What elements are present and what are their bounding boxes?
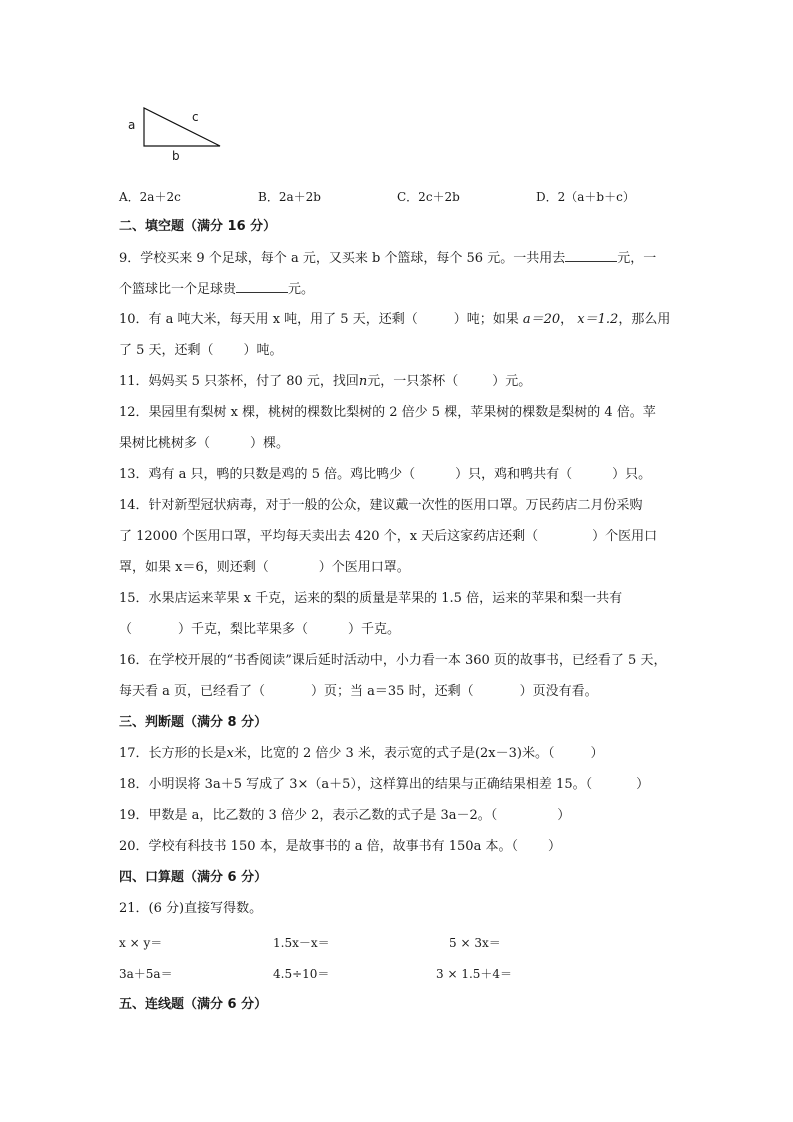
side-b-label: b [172, 149, 180, 163]
q19-text-2: ） [557, 808, 571, 823]
q10-text-2: ）吨；如果 [453, 312, 519, 327]
q14-text-5: ）个医用口罩。 [318, 560, 410, 575]
q15-text-2: （ [119, 622, 133, 637]
right-triangle-figure [124, 100, 234, 170]
q17-text-4: ） [590, 746, 604, 761]
question-19 [119, 807, 570, 825]
q15-text-3: ）千克，梨比苹果多（ [178, 622, 309, 637]
q17-text-1: 17．长方形的长是 [119, 746, 227, 761]
question-9-line-1 [119, 249, 656, 268]
q18-text-1: 18．小明误将 3a＋5 写成了 3×（a＋5），这样算出的结果与正确结果相差 15。（ [119, 777, 593, 792]
question-21-stem: 21．(6 分)直接写得数。 [119, 901, 263, 916]
q10-text-3: ，那么用 [618, 312, 671, 327]
q9-text-2: 元，一 [617, 251, 657, 266]
q11-variable-n: n [358, 374, 368, 389]
question-17 [119, 745, 604, 763]
q13-text-2: ）只，鸡和鸭共有（ [455, 467, 573, 482]
q9-text-3: 个篮球比一个足球贵 [119, 282, 237, 297]
calc-item: 5 × 3x＝ [449, 936, 501, 950]
q20-text-2: ） [547, 839, 561, 854]
question-12-line-1 [119, 404, 656, 422]
q14-text-2: 了 12000 个医用口罩，平均每天卖出去 420 个，x 天后这家药店还剩（ [119, 529, 539, 544]
option-c: C．2c＋2b [397, 190, 460, 204]
question-12-line-2 [119, 435, 289, 453]
q17-text-3: 米。（ [522, 746, 555, 761]
q17-expression: (2x－3) [474, 746, 522, 761]
q20-text-1: 20．学校有科技书 150 本，是故事书的 a 倍，故事书有 150a 本。（ [119, 839, 518, 854]
q10-text-5: ）吨。 [243, 343, 283, 358]
q11-text-1: 11．妈妈买 5 只茶杯，付了 80 元，找回 [119, 374, 359, 389]
option-b: B．2a＋2b [258, 190, 321, 204]
question-16-line-1 [119, 652, 666, 670]
q16-text-4: ）页没有看。 [519, 684, 598, 699]
question-14-line-2 [119, 528, 657, 546]
q12-text-3: ）棵。 [250, 436, 290, 451]
q16-text-2: 每天看 a 页，已经看了（ [119, 684, 266, 699]
question-10-line-1: 10．有 a 吨大米，每天用 x 吨，用了 5 天，还剩（ ）吨；如果 a＝20， x＝1.2，那么用 [119, 312, 671, 327]
q16-text-3: ）页；当 a＝35 时，还剩（ [311, 684, 474, 699]
q9-text-1: 9．学校买来 9 个足球，每个 a 元，又买来 b 个篮球，每个 56 元。一共用去 [119, 251, 566, 266]
q17-text-2: 米，比宽的 2 倍少 3 米，表示宽的式子是 [233, 746, 475, 761]
q18-text-2: ） [636, 777, 650, 792]
q14-text-3: ）个医用口 [592, 529, 658, 544]
q15-text-1: 15．水果店运来苹果 x 千克，运来的梨的质量是苹果的 1.5 倍，运来的苹果和梨一共有 [119, 591, 623, 606]
calc-item: x × y＝ [119, 936, 163, 950]
side-a-label: a [128, 118, 136, 132]
question-15-line-1 [119, 590, 622, 608]
q9-blank-1[interactable] [565, 249, 617, 262]
q14-text-4: 罩，如果 x＝6，则还剩（ [119, 560, 269, 575]
q11-text-3: ）元。 [492, 374, 532, 389]
calc-item: 3 × 1.5＋4＝ [436, 967, 513, 981]
calc-item: 4.5÷10＝ [273, 967, 330, 981]
question-18 [119, 776, 649, 794]
q13-text-3: ）只。 [612, 467, 652, 482]
q16-text-1: 16．在学校开展的“书香阅读”课后延时活动中，小力看一本 360 页的故事书，已经看了 5 天， [119, 653, 667, 668]
q10-text-4: 了 5 天，还剩（ [119, 343, 214, 358]
section-3-title: 三、判断题（满分 8 分） [119, 715, 268, 730]
q12-text-2: 果树比桃树多（ [119, 436, 211, 451]
question-20 [119, 838, 561, 856]
question-11 [119, 373, 531, 391]
question-13 [119, 466, 651, 484]
section-4-title: 四、口算题（满分 6 分） [119, 870, 268, 885]
q12-text-1: 12．果园里有梨树 x 棵，桃树的棵数比梨树的 2 倍少 5 棵，苹果树的棵数是梨树的 4 倍。苹 [119, 405, 656, 420]
question-10-line-2 [119, 342, 283, 360]
q19-text-1: 19．甲数是 a，比乙数的 3 倍少 2，表示乙数的式子是 3a－2。（ [119, 808, 498, 823]
calc-item: 3a＋5a＝ [119, 967, 173, 981]
q15-text-4: ）千克。 [348, 622, 401, 637]
side-c-label: c [192, 110, 199, 124]
q9-blank-2[interactable] [236, 280, 288, 293]
q14-text-1: 14．针对新型冠状病毒，对于一般的公众，建议戴一次性的医用口罩。万民药店二月份采购 [119, 498, 643, 513]
q9-text-4: 元。 [288, 282, 315, 297]
option-a: A．2a＋2c [119, 190, 181, 204]
section-2-title: 二、填空题（满分 16 分） [119, 219, 277, 234]
q17-variable-x: x [226, 746, 234, 761]
option-d: D．2（a＋b＋c） [536, 190, 635, 204]
question-15-line-2 [119, 621, 400, 639]
section-5-title: 五、连线题（满分 6 分） [119, 997, 268, 1012]
question-9-line-2 [119, 280, 314, 299]
q10-condition-x: x＝1.2 [577, 312, 619, 327]
question-14-line-1 [119, 497, 643, 515]
q10-condition-a: a＝20 [522, 312, 561, 327]
q11-text-2: 元，一只茶杯（ [367, 374, 459, 389]
question-14-line-3 [119, 559, 410, 577]
q10-text-1: 10．有 a 吨大米，每天用 x 吨，用了 5 天，还剩（ [119, 312, 418, 327]
q13-text-1: 13．鸡有 a 只，鸭的只数是鸡的 5 倍。鸡比鸭少（ [119, 467, 416, 482]
question-16-line-2 [119, 683, 598, 701]
calc-item: 1.5x－x＝ [273, 936, 330, 950]
